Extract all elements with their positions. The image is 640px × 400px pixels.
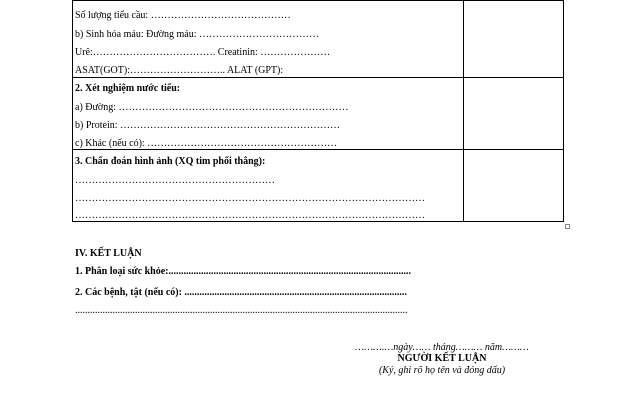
urine-other-line: c) Khác (nếu có): ………………………………………………… [75,138,338,149]
table-resize-handle[interactable] [565,224,570,229]
asat-alat-line: ASAT(GOT):……………………….. ALAT (GPT): [75,65,284,76]
urine-protein-line: b) Protein: ………………………………………………………… [75,120,340,131]
blood-biochemistry-line: b) Sinh hóa máu: Đường máu: ……………………………… [75,29,320,40]
conclusion-heading: IV. KẾT LUẬN [75,248,142,259]
imaging-line-3: …………………………………………………………………………………………… [75,210,425,221]
signer-title: NGƯỜI KẾT LUẬN [397,353,487,364]
health-classification-text: 1. Phân loại sức khỏe:................................................................................................. [75,266,412,277]
table-border-right [563,0,564,222]
signer-note: (Ký, ghi rõ họ tên và đóng dấu) [378,365,506,376]
table-border-middle [463,0,464,222]
imaging-diagnosis-heading: 3. Chẩn đoán hình ảnh (XQ tim phổi thẳng): [75,156,266,167]
platelet-count-line: Số lượng tiểu cầu: …………………………………… [75,10,291,21]
table-border-top [72,0,564,1]
date-line: ……….…ngày…… tháng……… năm……… [355,342,529,353]
table-border-left [72,0,73,222]
imaging-line-2: …………………………………………………………………………………………… [75,193,425,204]
extra-dotted-line: ..................................................................................................................................... [75,305,408,316]
urine-test-heading: 2. Xét nghiệm nước tiểu: [75,83,181,94]
table-row-divider-1 [72,77,564,78]
urea-creatinine-line: Urê:………………………………. Creatinin: ………………… [75,47,331,58]
urine-sugar-line: a) Đường: …………………………………………………………… [75,102,349,113]
diseases-line [75,287,407,299]
health-classification-line [75,266,411,278]
diseases-text: 2. Các bệnh, tật (nếu có): ......................................................................................... [75,287,407,298]
imaging-line-1: …………………………………………………… [75,175,275,186]
